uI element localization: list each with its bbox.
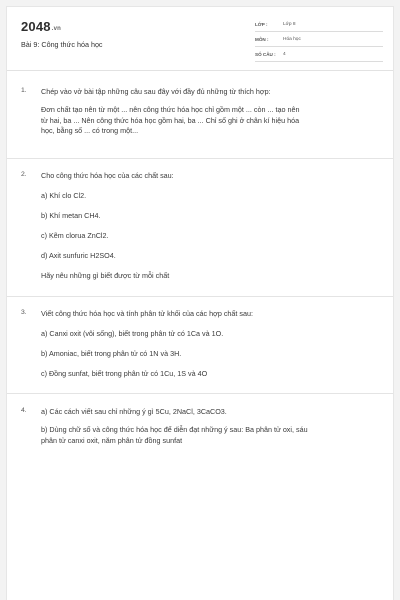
paragraph-line: b) Dùng chữ số và công thức hóa học để diễn đạt những ý sau: Ba phân tử oxi, sáu (41, 425, 308, 434)
meta-info (255, 19, 383, 64)
meta-label: LỚP : (255, 22, 268, 27)
worksheet-page (6, 6, 394, 600)
question-item: b) Khí metan CH4. (41, 211, 101, 220)
paragraph-line: phân tử canxi oxit, năm phân tử đồng sunfat (41, 435, 183, 445)
question-divider (7, 158, 393, 159)
meta-label: MÔN : (255, 37, 269, 42)
question-prompt: Viết công thức hóa học và tính phân tử khối của các hợp chất sau: (41, 309, 253, 318)
question-body (41, 171, 383, 281)
lesson-title: Bài 9: Công thức hóa học (21, 40, 103, 49)
meta-value: 4 (283, 52, 286, 57)
question-paragraph (41, 105, 383, 137)
question-body (41, 309, 383, 379)
question-item: c) Kẽm clorua ZnCl2. (41, 231, 109, 240)
question-item: a) Khí clo Cl2. (41, 191, 87, 200)
paragraph-line: từ hai, ba ... Nên công thức hóa học gồm hai, ba ... Chỉ số ghi ở chân kí hiệu hóa (41, 115, 300, 125)
question-number: 1. (21, 87, 27, 94)
question-body (41, 407, 383, 446)
meta-row-count (255, 49, 383, 62)
question-paragraph (41, 425, 383, 446)
question-number: 4. (21, 407, 27, 414)
question-body (41, 87, 383, 137)
paragraph-line: học, bằng số ... có trong một... (41, 126, 139, 136)
question-divider (7, 296, 393, 297)
site-logo[interactable] (21, 19, 61, 34)
question-item: c) Đồng sunfat, biết trong phân tử có 1Cu, 1S và 4O (41, 369, 208, 378)
question-number: 2. (21, 171, 27, 178)
question-prompt: a) Các cách viết sau chỉ những ý gì 5Cu, 2NaCl, 3CaCO3. (41, 407, 227, 416)
question-item: a) Canxi oxit (vôi sống), biết trong phân tử có 1Ca và 1O. (41, 329, 224, 338)
meta-row-class (255, 19, 383, 32)
logo-text: 2048 (21, 19, 51, 34)
question-number: 3. (21, 309, 27, 316)
question-divider (7, 393, 393, 394)
meta-row-subject (255, 34, 383, 47)
question-item: b) Amoniac, biết trong phân tử có 1N và 3H. (41, 349, 182, 358)
question-item: d) Axit sunfuric H2SO4. (41, 251, 116, 260)
meta-label: SỐ CÂU : (255, 52, 276, 57)
question-prompt: Chép vào vở bài tập những câu sau đây với đầy đủ những từ thích hợp: (41, 87, 271, 96)
question-item: Hãy nêu những gì biết được từ mỗi chất (41, 271, 170, 280)
paragraph-line: Đơn chất tạo nên từ một ... nên công thức hóa học chỉ gồm một ... còn ... tạo nên (41, 105, 300, 114)
question-prompt: Cho công thức hóa học của các chất sau: (41, 171, 174, 180)
meta-value: Hóa học (283, 37, 301, 42)
logo-tld: .vn (51, 26, 62, 32)
meta-value: Lớp 8 (283, 22, 296, 27)
worksheet-header (7, 7, 393, 71)
